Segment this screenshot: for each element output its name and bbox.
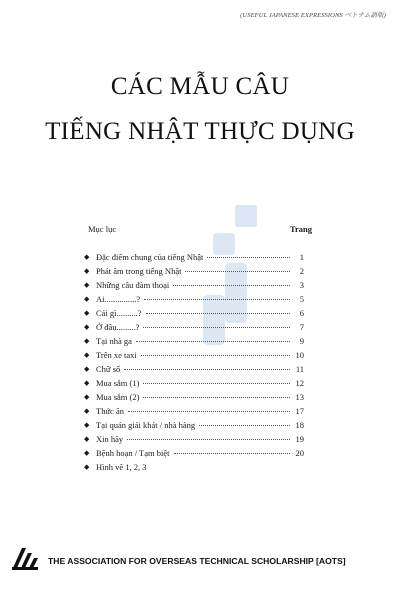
toc-item-label: Ở đâu.........? (96, 322, 140, 332)
toc-item-label: Xin hãy (96, 434, 124, 444)
diamond-bullet-icon: ◆ (84, 365, 90, 373)
toc-item (84, 278, 304, 292)
toc-item-page: 17 (295, 406, 304, 416)
leader-dots (127, 439, 290, 440)
diamond-bullet-icon: ◆ (84, 463, 90, 471)
aots-logo-icon (12, 548, 38, 570)
toc-item-label: Hình vẽ 1, 2, 3 (96, 462, 147, 472)
diamond-bullet-icon: ◆ (84, 393, 90, 401)
toc-item-page: 3 (299, 280, 304, 290)
diamond-bullet-icon: ◆ (84, 407, 90, 415)
diamond-bullet-icon: ◆ (84, 309, 90, 317)
diamond-bullet-icon: ◆ (84, 449, 90, 457)
leader-dots (144, 299, 290, 300)
footer (12, 548, 392, 572)
toc-item-label: Tại nhà ga (96, 336, 132, 346)
leader-dots (146, 313, 290, 314)
leader-dots (143, 327, 290, 328)
organization-name: THE ASSOCIATION FOR OVERSEAS TECHNICAL SCHOLARSHIP [AOTS] (48, 556, 346, 566)
leader-dots (141, 355, 290, 356)
toc-item (84, 250, 304, 264)
toc-item-page: 1 (299, 252, 304, 262)
diamond-bullet-icon: ◆ (84, 351, 90, 359)
leader-dots (143, 383, 290, 384)
toc-item-page: 6 (299, 308, 304, 318)
leader-dots (185, 271, 290, 272)
leader-dots (124, 369, 290, 370)
toc-item (84, 320, 304, 334)
leader-dots (128, 411, 290, 412)
toc-item-label: Thức ăn (96, 406, 124, 416)
diamond-bullet-icon: ◆ (84, 337, 90, 345)
diamond-bullet-icon: ◆ (84, 379, 90, 387)
toc-item (84, 376, 304, 390)
leader-dots (136, 341, 290, 342)
diamond-bullet-icon: ◆ (84, 323, 90, 331)
toc-heading: Mục lục (88, 224, 117, 234)
toc-item-page: 7 (299, 322, 304, 332)
toc-item (84, 460, 304, 474)
toc-item-label: Mua sắm (1) (96, 378, 140, 388)
diamond-bullet-icon: ◆ (84, 253, 90, 261)
toc-item-page: 13 (295, 392, 304, 402)
toc-item (84, 348, 304, 362)
diamond-bullet-icon: ◆ (84, 421, 90, 429)
toc-item (84, 432, 304, 446)
toc-item-label: Cái gì..........? (96, 308, 142, 318)
toc-item (84, 306, 304, 320)
diamond-bullet-icon: ◆ (84, 435, 90, 443)
toc-item-label: Tại quán giải khát / nhà hàng (96, 420, 196, 430)
toc-item-page: 18 (295, 420, 304, 430)
toc-item (84, 362, 304, 376)
leader-dots (199, 425, 290, 426)
toc-item-label: Mua sắm (2) (96, 392, 140, 402)
toc-list (84, 250, 304, 474)
toc-item-page: 9 (299, 336, 304, 346)
toc-item (84, 264, 304, 278)
toc-item-page: 2 (299, 266, 304, 276)
title-line-1: CÁC MẪU CÂU (110, 73, 290, 100)
toc-item (84, 404, 304, 418)
toc-item (84, 292, 304, 306)
diamond-bullet-icon: ◆ (84, 267, 90, 275)
toc-item-label: Phát âm trong tiếng Nhật (96, 266, 182, 276)
toc-item-page: 20 (295, 448, 304, 458)
leader-dots (174, 453, 291, 454)
diamond-bullet-icon: ◆ (84, 295, 90, 303)
toc-item-page: 12 (295, 378, 304, 388)
toc-item-label: Đặc điểm chung của tiếng Nhật (96, 252, 204, 262)
leader-dots (173, 285, 290, 286)
title-line-2: TIẾNG NHẬT THỰC DỤNG (45, 118, 355, 145)
toc-item (84, 418, 304, 432)
toc-item-label: Trên xe taxi (96, 350, 137, 360)
toc-item-label: Ai...............? (96, 294, 141, 304)
toc-item-label: Những câu đàm thoại (96, 280, 170, 290)
toc-item (84, 446, 304, 460)
leader-dots (143, 397, 290, 398)
toc-item-page: 5 (299, 294, 304, 304)
toc-item-label: Bệnh hoạn / Tạm biệt (96, 448, 170, 458)
diamond-bullet-icon: ◆ (84, 281, 90, 289)
toc-item-page: 19 (295, 434, 304, 444)
toc-item-label: Chữ số (96, 364, 121, 374)
toc-item-page: 10 (295, 350, 304, 360)
leader-dots (207, 257, 290, 258)
toc-item (84, 334, 304, 348)
toc-page-heading: Trang (289, 224, 312, 234)
toc-item-page: 11 (295, 364, 304, 374)
toc-item (84, 390, 304, 404)
header-note: (USEFUL JAPANESE EXPRESSIONS ベトナム語版) (240, 12, 386, 19)
